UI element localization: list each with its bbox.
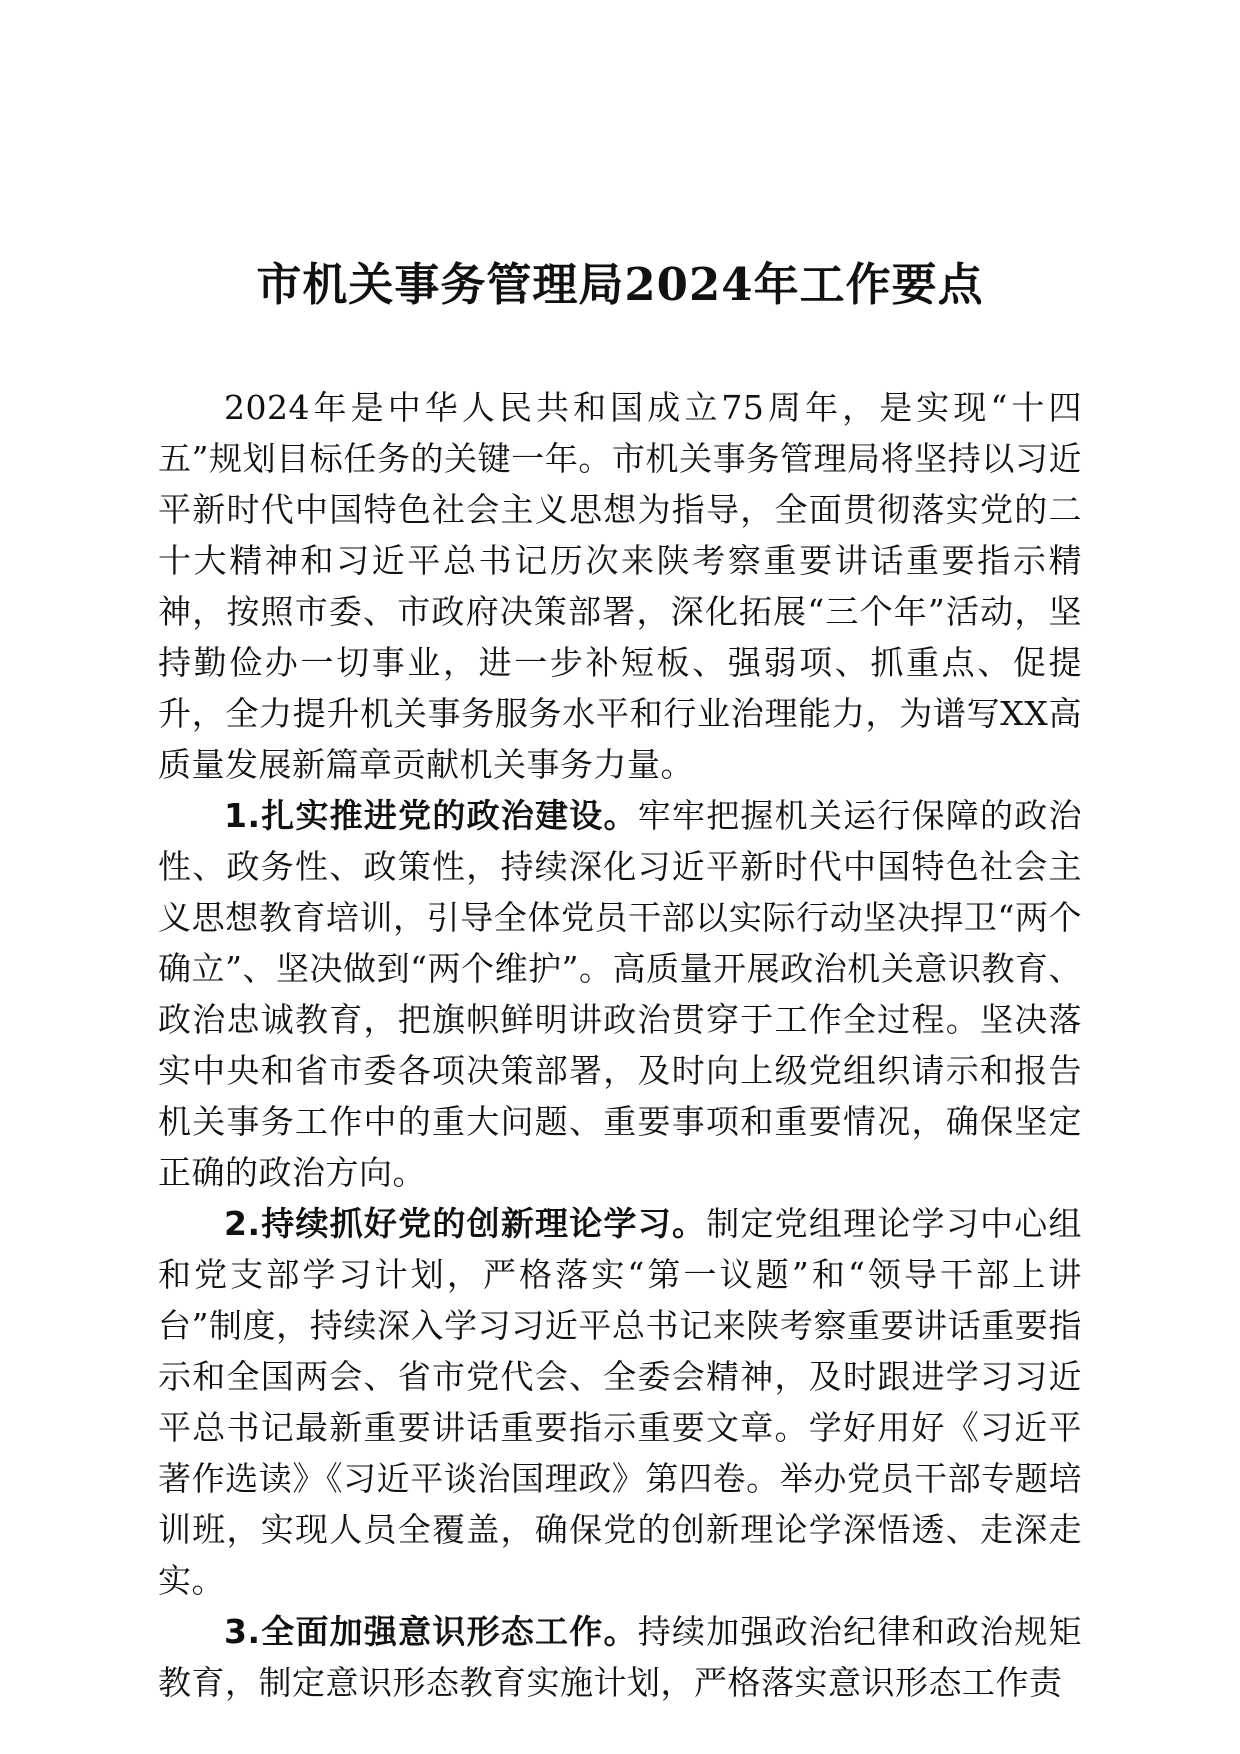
document-body (158, 382, 1082, 1708)
section-3-paragraph (158, 1606, 1082, 1708)
section-1-text: 牢牢把握机关运行保障的政治性、政务性、政策性，持续深化习近平新时代中国特色社会主义思想教育培训，引导全体党员干部以实际行动坚决捍卫“两个确立”、坚决做到“两个维护”。高质量开展政治机关意识教育、政治忠诚教育，把旗帜鲜明讲政治贯穿于工作全过程。坚决落实中央和省市委各项决策部署，及时向上级党组织请示和报告机关事务工作中的重大问题、重要事项和重要情况，确保坚定正确的政治方向。 (158, 796, 1083, 1192)
section-2-heading: 2.持续抓好党的创新理论学习。 (224, 1204, 707, 1243)
section-1-paragraph (158, 790, 1082, 1198)
intro-paragraph: 2024年是中华人民共和国成立75周年，是实现“十四五”规划目标任务的关键一年。市机关事务管理局将坚持以习近平新时代中国特色社会主义思想为指导，全面贯彻落实党的二十大精神和习近平总书记历次来陕考察重要讲话重要指示精神，按照市委、市政府决策部署，深化拓展“三个年”活动，坚持勤俭办一切事业，进一步补短板、强弱项、抓重点、促提升，全力提升机关事务服务水平和行业治理能力，为谱写XX高质量发展新篇章贡献机关事务力量。 (158, 388, 1082, 784)
section-2-text: 制定党组理论学习中心组和党支部学习计划，严格落实“第一议题”和“领导干部上讲台”制度，持续深入学习习近平总书记来陕考察重要讲话重要指示和全国两会、省市党代会、全委会精神，及时跟进学习习近平总书记最新重要讲话重要指示重要文章。学好用好《习近平著作选读》《习近平谈治国理政》第四卷。举办党员干部专题培训班，实现人员全覆盖，确保党的创新理论学深悟透、走深走实。 (158, 1204, 1083, 1600)
section-2-paragraph (158, 1198, 1082, 1606)
document-title: 市机关事务管理局2024年工作要点 (256, 258, 984, 311)
section-3-heading: 3.全面加强意识形态工作。 (224, 1612, 638, 1651)
section-1-heading: 1.扎实推进党的政治建设。 (224, 796, 638, 835)
section-3-text: 持续加强政治纪律和政治规矩教育，制定意识形态教育实施计划，严格落实意识形态工作责 (158, 1612, 1083, 1702)
